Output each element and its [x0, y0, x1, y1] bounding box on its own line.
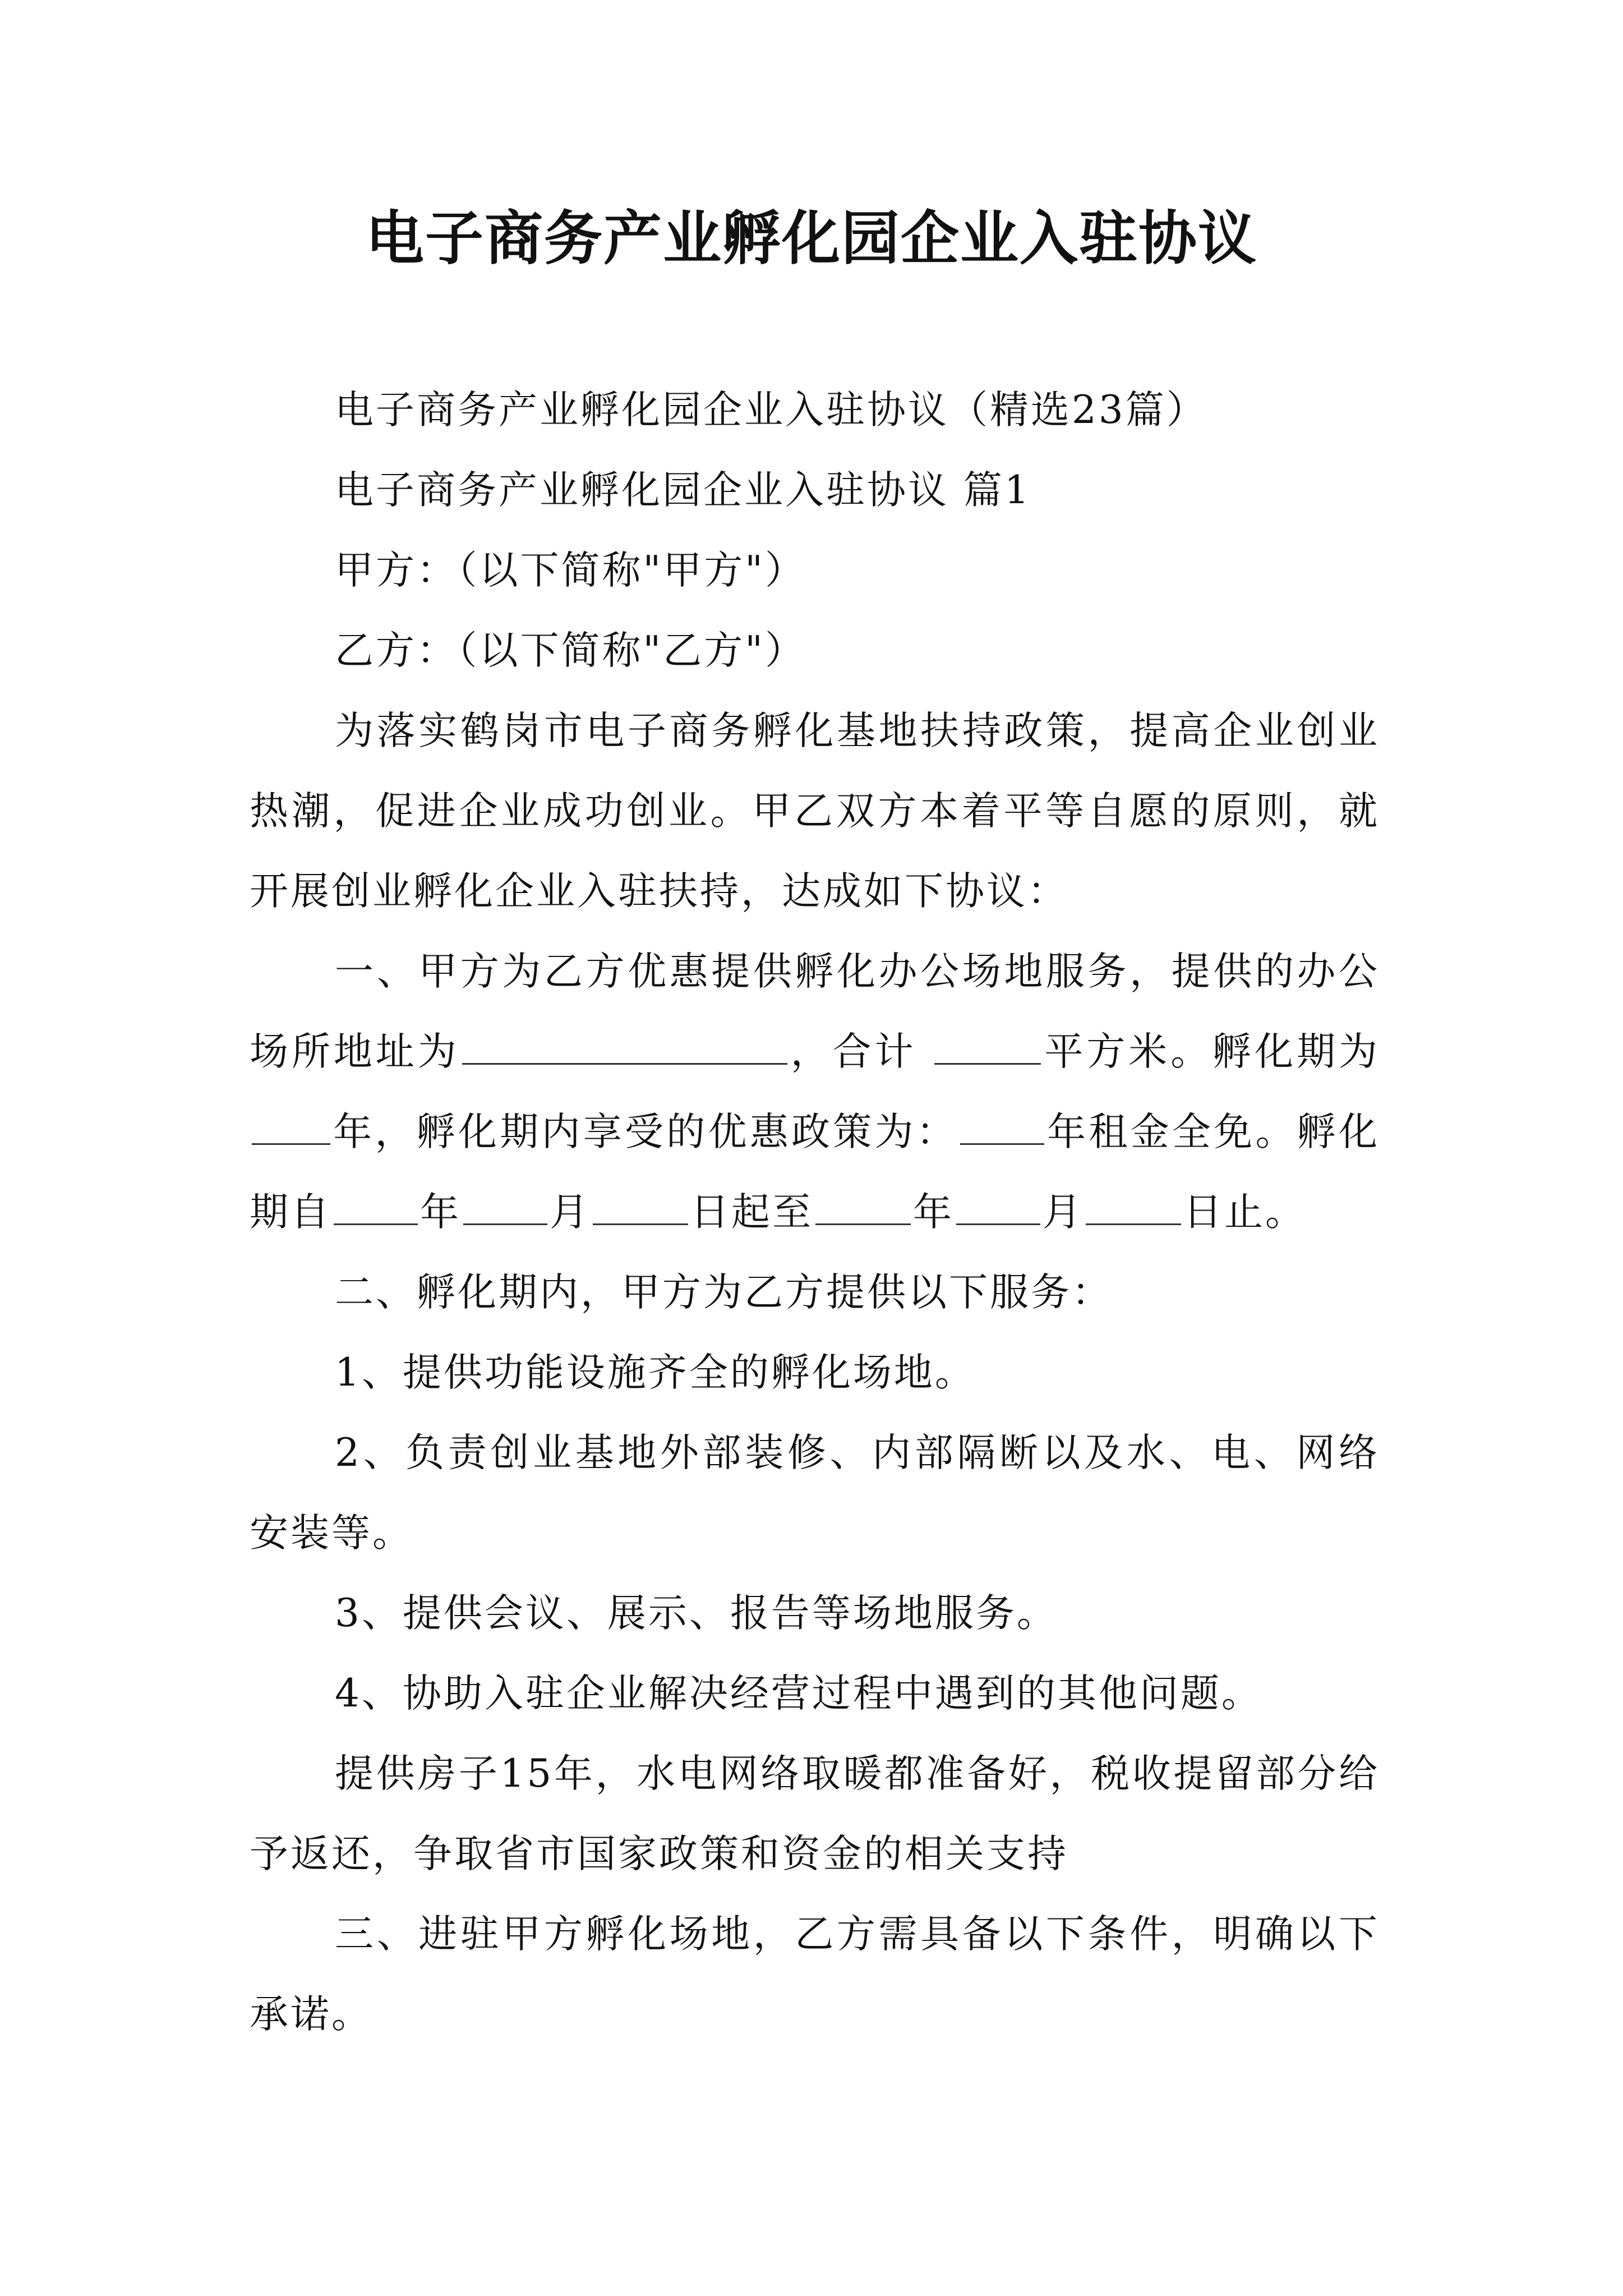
clause-1-text-g: 月 [550, 1190, 591, 1235]
paragraph-service-2: 2、负责创业基地外部装修、内部隔断以及水、电、网络安装等。 [250, 1430, 1380, 1556]
start-day-blank [593, 1190, 688, 1225]
clause-1-text-b: ，合计 [789, 1029, 917, 1074]
paragraph-intro: 为落实鹤岗市电子商务孵化基地扶持政策，提高企业创业热潮，促进企业成功创业。甲乙双方本着平等自愿的原则，就开展创业孵化企业入驻扶持，达成如下协议： [250, 708, 1380, 914]
period-years-blank [252, 1110, 330, 1145]
paragraph-section-heading: 电子商务产业孵化园企业入驻协议 篇1 [335, 468, 1031, 513]
clause-1-text-e: 年租金全免。孵化期自 [250, 1110, 1380, 1235]
start-month-blank [463, 1190, 547, 1225]
start-year-blank [334, 1190, 418, 1225]
document-body [250, 370, 1380, 2055]
end-month-blank [956, 1190, 1040, 1225]
paragraph-clause-3: 三、进驻甲方孵化场地，乙方需具备以下条件，明确以下承诺。 [250, 1912, 1380, 2037]
clause-1-text-h: 日起至 [690, 1190, 813, 1235]
address-blank [462, 1029, 787, 1065]
end-day-blank [1086, 1190, 1181, 1225]
clause-1-text-d: 年，孵化期内享受的优惠政策为： [333, 1110, 958, 1154]
paragraph-service-4: 4、协助入驻企业解决经营过程中遇到的其他问题。 [335, 1671, 1262, 1716]
clause-1-text-f: 年 [420, 1190, 461, 1235]
clause-1-text-i: 年 [913, 1190, 954, 1235]
clause-1-text-c: 平方米。孵化期为 [1043, 1029, 1380, 1074]
clause-1-text-a: 一、甲方为乙方优惠提供孵化办公场地服务，提供的办公场所地址为 [250, 949, 1380, 1074]
paragraph-subtitle: 电子商务产业孵化园企业入驻协议（精选23篇） [335, 388, 1207, 432]
paragraph-party-a: 甲方：（以下简称"甲方"） [335, 548, 806, 593]
paragraph-party-b: 乙方：（以下简称"乙方"） [335, 628, 806, 673]
paragraph-service-3: 3、提供会议、展示、报告等场地服务。 [335, 1591, 1058, 1636]
end-year-blank [815, 1190, 911, 1225]
paragraph-clause-1 [250, 932, 1380, 1253]
clause-1-text-k: 日止。 [1183, 1190, 1306, 1235]
paragraph-note: 提供房子15年，水电网络取暖都准备好，税收提留部分给予返还，争取省市国家政策和资金的相关支持 [250, 1751, 1380, 1876]
clause-1-text-j: 月 [1043, 1190, 1083, 1235]
area-blank [934, 1029, 1041, 1065]
paragraph-service-1: 1、提供功能设施齐全的孵化场地。 [335, 1350, 976, 1395]
paragraph-clause-2: 二、孵化期内，甲方为乙方提供以下服务： [335, 1270, 1113, 1315]
rent-free-years-blank [960, 1110, 1044, 1145]
document-title: 电子商务产业孵化园企业入驻协议 [365, 204, 1257, 273]
